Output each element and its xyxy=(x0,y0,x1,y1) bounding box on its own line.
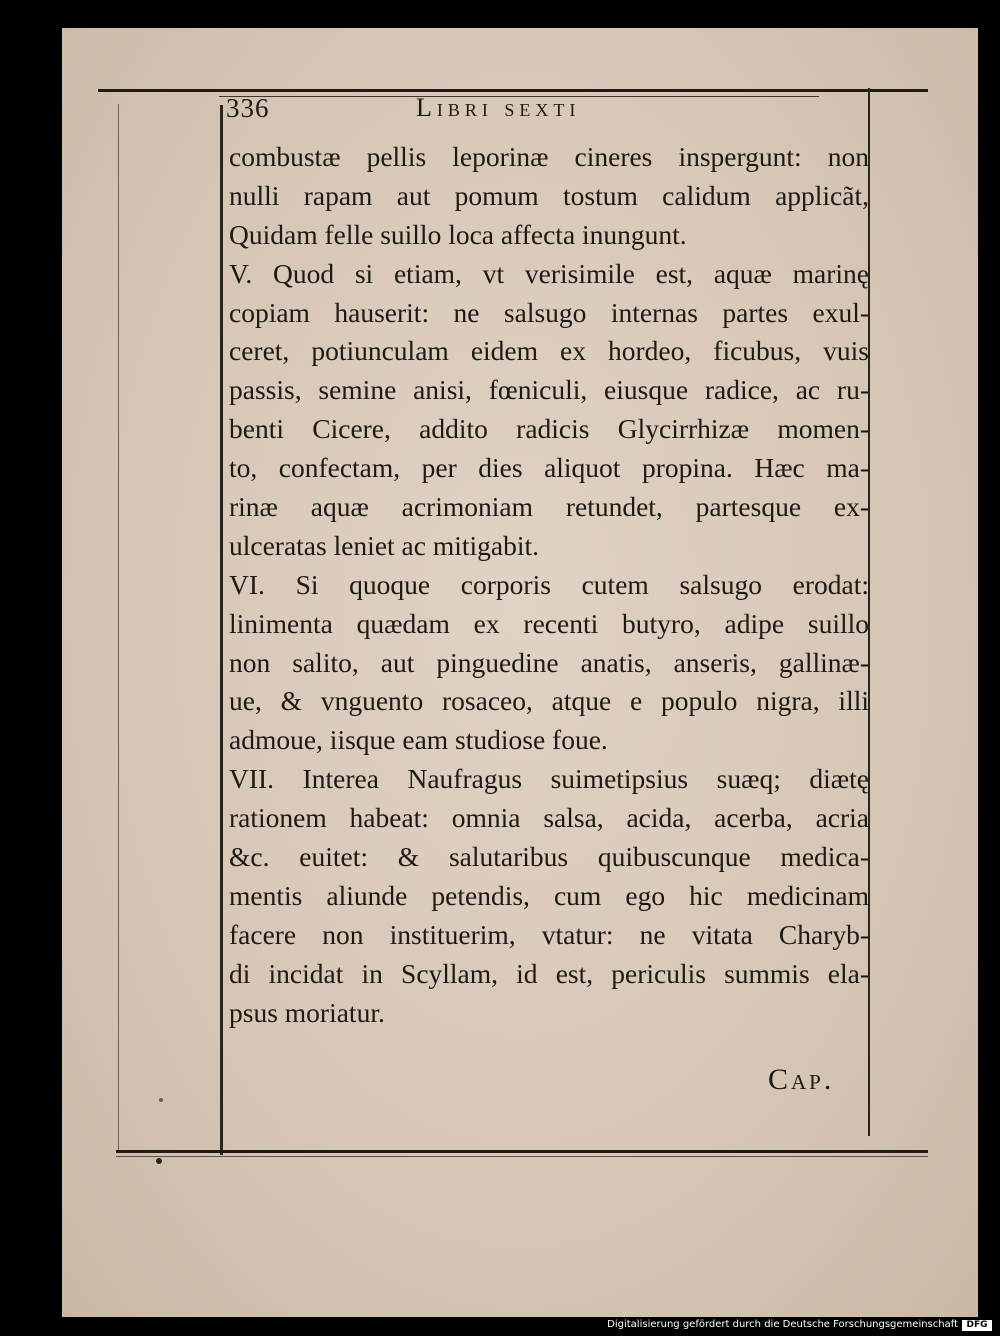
text-line: rinæ aquæ acrimoniam retundet, partesque ex- xyxy=(229,491,869,523)
text-line: ceret, potiunculam eidem ex hordeo, ficubus, vuis xyxy=(229,335,869,367)
text-line: non salito, aut pinguedine anatis, anseris, gallinæ- xyxy=(229,646,869,678)
outer-margin-line xyxy=(118,104,119,1150)
text-line: VI. Si quoque corporis cutem salsugo erodat: xyxy=(229,568,869,600)
body-text xyxy=(229,138,869,1032)
text-line: passis, semine anisi, fœniculi, eiusque radice, ac ru- xyxy=(229,374,869,406)
text-line: psus moriatur. xyxy=(229,996,385,1028)
text-line: copiam hauserit: ne salsugo internas partes exul- xyxy=(229,296,869,328)
running-head: Libri sexti xyxy=(416,93,581,122)
text-line: facere non instituerim, vtatur: ne vitata Charyb- xyxy=(229,918,869,950)
text-line: combustæ pellis leporinæ cineres inspergunt: non xyxy=(229,141,869,172)
text-line: rationem habeat: omnia salsa, acida, acerba, acria xyxy=(229,802,869,834)
ink-dot xyxy=(159,1098,163,1102)
bottom-rule-thin xyxy=(116,1156,928,1157)
text-line: VII. Interea Naufragus suimetipsius suæq; diætę xyxy=(229,763,869,795)
text-line: di incidat in Scyllam, id est, periculis summis ela- xyxy=(229,957,869,989)
ink-dot xyxy=(156,1158,162,1164)
text-line: to, confectam, per dies aliquot propina. Hæc ma- xyxy=(229,452,869,484)
footer-bar xyxy=(0,1317,1000,1336)
footer-credit: Digitalisierung gefördert durch die Deutsche Forschungsgemeinschaft xyxy=(607,1319,958,1330)
page-header xyxy=(226,91,866,131)
text-line: &c. euitet: & salutaribus quibuscunque medica- xyxy=(229,841,869,873)
text-line: linimenta quædam ex recenti butyro, adipe suillo xyxy=(229,607,869,639)
text-line: benti Cicere, addito radicis Glycirrhizæ momen- xyxy=(229,413,869,445)
text-line: admoue, iisque eam studiose foue. xyxy=(229,724,608,756)
text-line: ulceratas leniet ac mitigabit. xyxy=(229,529,540,561)
text-line: V. Quod si etiam, vt verisimile est, aquæ marinę xyxy=(229,257,869,289)
text-line: ue, & vnguento rosaceo, atque e populo nigra, illi xyxy=(229,685,869,717)
text-line: nulli rapam aut pomum tostum calidum applicãt, xyxy=(229,179,869,211)
catchword: Cap. xyxy=(768,1063,835,1096)
text-line: mentis aliunde petendis, cum ego hic medicinam xyxy=(229,879,869,911)
text-frame-left-line xyxy=(220,105,223,1155)
text-line: Quidam felle suillo loca affecta inungunt. xyxy=(229,218,687,250)
page-number: 336 xyxy=(226,93,270,123)
dfg-logo: DFG xyxy=(962,1320,992,1331)
bottom-rule xyxy=(116,1150,928,1153)
